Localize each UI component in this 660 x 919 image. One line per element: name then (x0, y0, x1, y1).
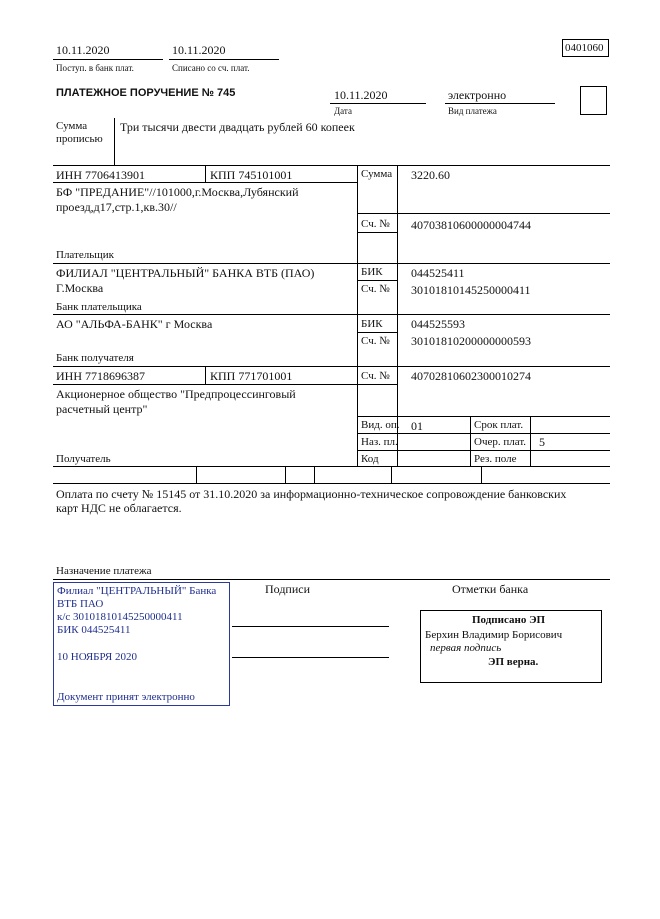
payee-bank-acc: 30101810200000000593 (411, 334, 531, 348)
payee-kpp: КПП 771701001 (210, 369, 293, 383)
grid-vline-payer-kpp (205, 165, 206, 182)
payer-bank-bik: 044525411 (411, 266, 465, 280)
payer-account-value: 40703810600000004744 (411, 218, 531, 232)
stamp-line-1: Филиал "ЦЕНТРАЛЬНЫЙ" Банка (57, 585, 217, 597)
stamp-line-3: к/с 30101810145250000411 (57, 611, 183, 623)
grid-line-payee (53, 466, 610, 467)
grid-line-payee-acc (357, 384, 397, 385)
grid-line-codes-top (357, 416, 610, 417)
amount-value: 3220.60 (411, 168, 450, 182)
grid-vline-codes2 (530, 416, 531, 466)
grid-line-account-label (357, 232, 397, 233)
signatures-label: Подписи (265, 582, 311, 596)
grid-line-codes-mid (357, 433, 610, 434)
payer-bank-name-2: Г.Москва (56, 281, 104, 295)
grid-line-payer (53, 263, 610, 264)
signature-line-2 (232, 657, 389, 658)
payer-bank-bik-label: БИК (361, 266, 383, 278)
ocher-value: 5 (539, 435, 545, 449)
ocher-label: Очер. плат. (474, 436, 527, 448)
payer-name-2: проезд,д17,стр.1,кв.30// (56, 200, 177, 214)
grid-line-top (53, 165, 610, 166)
received-date-line (53, 59, 163, 60)
payee-acc: 40702810602300010274 (411, 369, 531, 383)
page-title: ПЛАТЕЖНОЕ ПОРУЧЕНИЕ № 745 (56, 87, 236, 99)
payee-label: Получатель (56, 453, 111, 465)
purpose-label: Назначение платежа (56, 565, 152, 577)
payee-name-1: Акционерное общество "Предпроцессинговый (56, 387, 296, 401)
grid-line-amount (357, 213, 610, 214)
payment-type: электронно (448, 88, 507, 102)
e-signature-subtitle: первая подпись (430, 642, 502, 654)
tax-cell-divider (285, 466, 286, 483)
tax-cell-divider (314, 466, 315, 483)
payment-type-label: Вид платежа (448, 106, 497, 116)
received-label: Поступ. в банк плат. (56, 63, 134, 73)
e-signature-name: Берхин Владимир Борисович (425, 629, 563, 641)
grid-line-bik1 (357, 280, 397, 281)
grid-line-payer-bank (53, 314, 610, 315)
payer-bank-acc-label: Сч. № (361, 283, 390, 295)
grid-vline-mid (357, 165, 358, 466)
payer-label: Плательщик (56, 249, 114, 261)
amount-words-label-1: Сумма (56, 120, 88, 132)
stamp-line-4: БИК 044525411 (57, 624, 131, 636)
grid-line-payee-inn (53, 384, 357, 385)
grid-line-codes-bot (357, 450, 610, 451)
payer-bank-label: Банк плательщика (56, 301, 142, 313)
kod-label: Код (361, 453, 379, 465)
amount-words-label-2: прописью (56, 133, 103, 145)
grid-line-payer-inn (53, 182, 357, 183)
tax-cell-divider (196, 466, 197, 483)
form-code: 0401060 (565, 42, 604, 54)
stamp-line-2: ВТБ ПАО (57, 598, 104, 610)
rez-label: Рез. поле (474, 453, 517, 465)
payer-bank-name-1: ФИЛИАЛ "ЦЕНТРАЛЬНЫЙ" БАНКА ВТБ (ПАО) (56, 266, 315, 280)
e-signature-title: Подписано ЭП (472, 614, 546, 626)
purpose-line-2: карт НДС не облагается. (56, 501, 182, 515)
payer-bank-acc: 30101810145250000411 (411, 283, 531, 297)
purpose-line-1: Оплата по счету № 15145 от 31.10.2020 за информационно-техническое сопровождение банковских (56, 487, 567, 501)
priority-box (580, 86, 607, 115)
stamp-date: 10 НОЯБРЯ 2020 (57, 651, 138, 663)
vid-op-label: Вид. оп. (361, 419, 400, 431)
grid-vline-codes1 (470, 416, 471, 466)
amount-words-value: Три тысячи двести двадцать рублей 60 копеек (120, 120, 355, 134)
signature-line-1 (232, 626, 389, 627)
payer-account-label: Сч. № (361, 218, 390, 230)
order-date-line (330, 103, 426, 104)
vid-op-value: 01 (411, 419, 423, 433)
payee-bank-label: Банк получателя (56, 352, 134, 364)
bank-marks-label: Отметки банка (452, 582, 529, 596)
debited-date: 10.11.2020 (172, 43, 226, 57)
debited-date-line (169, 59, 279, 60)
payee-bank-name: АО "АЛЬФА-БАНК" г Москва (56, 317, 213, 331)
srok-label: Срок плат. (474, 419, 524, 431)
tax-cell-divider (481, 466, 482, 483)
payment-type-line (445, 103, 555, 104)
payee-acc-label: Сч. № (361, 370, 390, 382)
payee-bank-acc-label: Сч. № (361, 335, 390, 347)
naz-label: Наз. пл. (361, 436, 398, 448)
e-signature-status: ЭП верна. (488, 656, 539, 668)
payee-bank-bik: 044525593 (411, 317, 465, 331)
debited-label: Списано со сч. плат. (172, 63, 250, 73)
amount-label: Сумма (361, 168, 393, 180)
tax-cell-divider (391, 466, 392, 483)
order-date: 10.11.2020 (334, 88, 388, 102)
received-date: 10.11.2020 (56, 43, 110, 57)
payee-bank-bik-label: БИК (361, 318, 383, 330)
payee-name-2: расчетный центр" (56, 402, 148, 416)
grid-vline-payee-kpp (205, 366, 206, 384)
stamp-note: Документ принят электронно (57, 691, 195, 703)
payer-inn: ИНН 7706413901 (56, 168, 145, 182)
payer-name-1: БФ "ПРЕДАНИЕ"//101000,г.Москва,Лубянский (56, 185, 299, 199)
grid-line-bik2 (357, 332, 397, 333)
order-date-label: Дата (334, 106, 352, 116)
payer-kpp: КПП 745101001 (210, 168, 293, 182)
payee-inn: ИНН 7718696387 (56, 369, 145, 383)
grid-line-payee-bank (53, 366, 610, 367)
amount-words-divider (114, 118, 115, 165)
purpose-line (53, 579, 610, 580)
grid-line-tax (53, 483, 610, 484)
